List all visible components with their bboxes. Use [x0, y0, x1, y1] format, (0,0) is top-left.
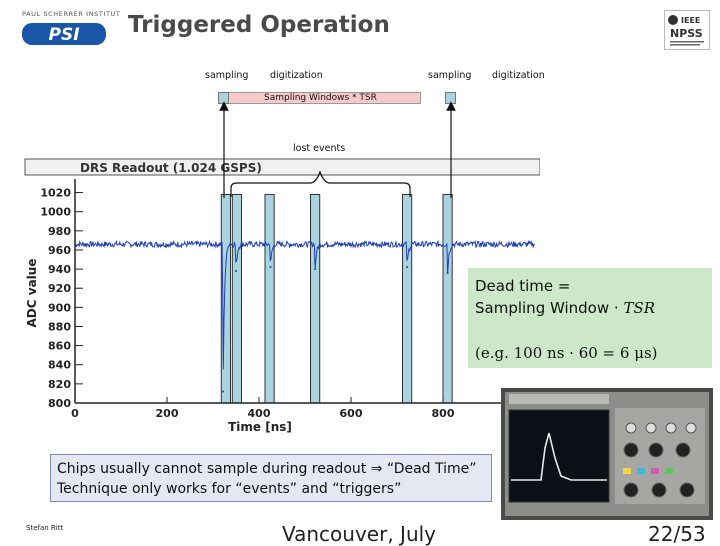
- x-axis-label: Time [ns]: [228, 420, 292, 434]
- chart-title: DRS Readout (1.024 GSPS): [80, 161, 262, 175]
- footer-author: Stefan Ritt: [26, 524, 64, 532]
- x-tick-label: 0: [71, 407, 79, 420]
- sampling-window-cell-2: [445, 92, 456, 104]
- pulse-point-1: [222, 391, 224, 393]
- sampling-interval-5: [403, 194, 412, 403]
- pulse-point-4: [314, 268, 316, 270]
- dead-time-example: (e.g. 100 ns · 60 = 6 μs): [475, 344, 658, 362]
- footer-page-number: 22/53: [648, 522, 706, 546]
- phase-label-sampling-2: sampling: [428, 70, 472, 81]
- y-tick-label: 960: [48, 243, 71, 257]
- adc-trace-line: [75, 241, 535, 369]
- dead-time-line-2-prefix: Sampling Window ·: [475, 299, 624, 317]
- psi-logo: [22, 10, 121, 48]
- y-tick-label: 980: [48, 224, 71, 238]
- sampling-interval-4: [311, 194, 320, 403]
- y-tick-label: 1020: [40, 186, 71, 200]
- y-tick-label: 880: [48, 320, 71, 334]
- sampling-interval-2: [232, 194, 241, 403]
- drs-readout-chart: [0, 155, 540, 435]
- sampling-window-cell-1: [218, 92, 229, 104]
- y-tick-label: 840: [48, 358, 71, 372]
- x-tick-label: 200: [155, 407, 179, 420]
- phase-label-sampling-1: sampling: [205, 70, 249, 81]
- phase-label-digitization-1: digitization: [270, 70, 323, 81]
- dead-time-note: [50, 454, 492, 502]
- x-tick-label: 400: [247, 407, 271, 420]
- pulse-point-6: [447, 272, 449, 274]
- dead-time-line-1: Dead time =: [475, 277, 571, 295]
- ieee-npss-logo: [664, 10, 710, 50]
- note-line-1: Chips usually cannot sample during readout ⇒ “Dead Time”: [57, 461, 477, 477]
- psi-logo-mark: [22, 20, 106, 48]
- psi-logo-text: PAUL SCHERRER INSTITUT: [22, 10, 121, 18]
- pulse-point-3: [270, 266, 272, 268]
- y-tick-label: 900: [48, 301, 71, 315]
- y-tick-label: 940: [48, 263, 71, 277]
- slide-title: Triggered Operation: [128, 12, 390, 38]
- sampling-interval-3: [265, 194, 274, 403]
- footer-venue: Vancouver, July: [282, 522, 437, 546]
- y-tick-label: 820: [48, 377, 71, 391]
- note-line-2: Technique only works for “events” and “triggers”: [57, 481, 402, 497]
- y-tick-label: 920: [48, 282, 71, 296]
- y-axis-label: ADC value: [25, 258, 39, 328]
- psi-logo-mark-text: PSI: [48, 25, 80, 45]
- pulse-point-5: [406, 266, 408, 268]
- x-tick-label: 600: [339, 407, 363, 420]
- phase-label-digitization-2: digitization: [492, 70, 545, 81]
- ieee-diamond-icon: [668, 15, 678, 25]
- lost-events-label: lost events: [293, 143, 346, 154]
- dead-time-callout: [468, 268, 712, 368]
- y-tick-label: 1000: [40, 205, 71, 219]
- ieee-text: IEEE: [681, 16, 701, 25]
- sampling-window-bar: [218, 92, 421, 104]
- y-tick-label: 860: [48, 339, 71, 353]
- pulse-point-2: [235, 270, 237, 272]
- oscilloscope-photo: [501, 388, 713, 520]
- sampling-window-label: Sampling Windows * TSR: [264, 93, 377, 103]
- dead-time-line-2: [475, 299, 655, 317]
- npss-text: NPSS: [670, 27, 703, 40]
- tsr-symbol: TSR: [623, 299, 656, 317]
- x-tick-label: 800: [431, 407, 455, 420]
- sampling-interval-6: [443, 194, 452, 403]
- y-tick-label: 800: [48, 397, 71, 410]
